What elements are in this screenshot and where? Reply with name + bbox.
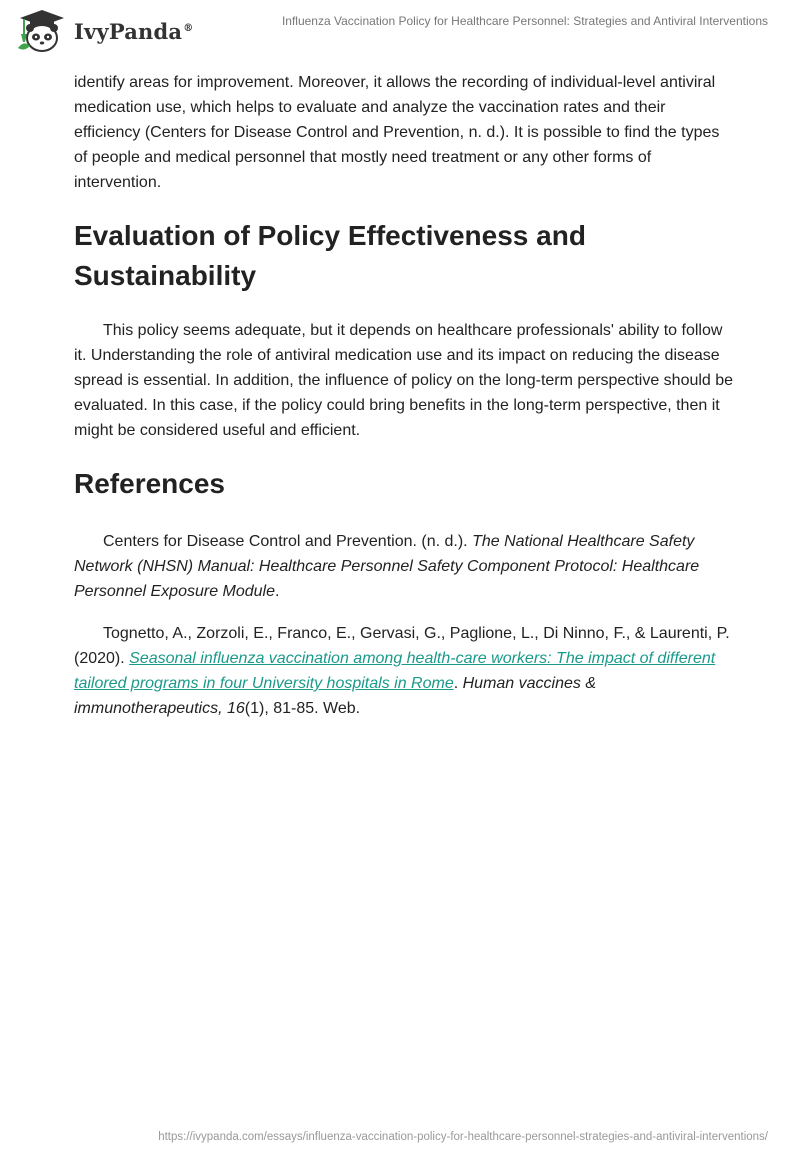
reference-link[interactable]: Seasonal influenza vaccination among health-care workers: The impact of different tailored programs in four University hospitals in Rome <box>74 650 716 692</box>
intro-paragraph: identify areas for improvement. Moreover, it allows the recording of individual-level antiviral medication use, which helps to evaluate and analyze the vaccination rates and their efficiency (Centers for Disease Control and Prevention, n. d.). It is possible to find the types of people and medical personnel that mostly need treatment or any other forms of intervention. <box>74 74 720 191</box>
panda-graduate-icon <box>14 8 70 54</box>
document-body <box>74 70 734 721</box>
evaluation-paragraph: This policy seems adequate, but it depends on healthcare professionals' ability to follow it. Understanding the role of antiviral medication use and its impact on reducing the disease spread is essential. In addition, the influence of policy on the long-term perspective should be evaluated. In this case, if the policy could bring benefits in the long-term perspective, then it might be considered useful and efficient. <box>74 322 734 439</box>
reference-item: Centers for Disease Control and Prevention. (n. d.). The National Healthcare Safety Network (NHSN) Manual: Healthcare Personnel Safety Component Protocol: Healthcare Personnel Exposure Module. <box>74 533 700 600</box>
ivypanda-logo[interactable] <box>14 8 194 54</box>
evaluation-heading: Evaluation of Policy Effectiveness and Sustainability <box>74 220 586 291</box>
source-url[interactable]: https://ivypanda.com/essays/influenza-vaccination-policy-for-healthcare-personnel-strategies-and-antiviral-interventions/ <box>158 1131 768 1143</box>
page-header <box>0 0 800 64</box>
references-heading: References <box>74 468 225 499</box>
document-title: Influenza Vaccination Policy for Healthcare Personnel: Strategies and Antiviral Interventions <box>281 14 768 28</box>
reference-item: Tognetto, A., Zorzoli, E., Franco, E., Gervasi, G., Paglione, L., Di Ninno, F., & Laurenti, P. (2020). Seasonal influenza vaccination among health-care workers: The impact of different tailored programs in four University hospitals in Rome. Human vaccines & immunotherapeutics, 16(1), 81-85. Web. <box>74 625 730 717</box>
brand-name: IvyPanda® <box>74 18 194 44</box>
